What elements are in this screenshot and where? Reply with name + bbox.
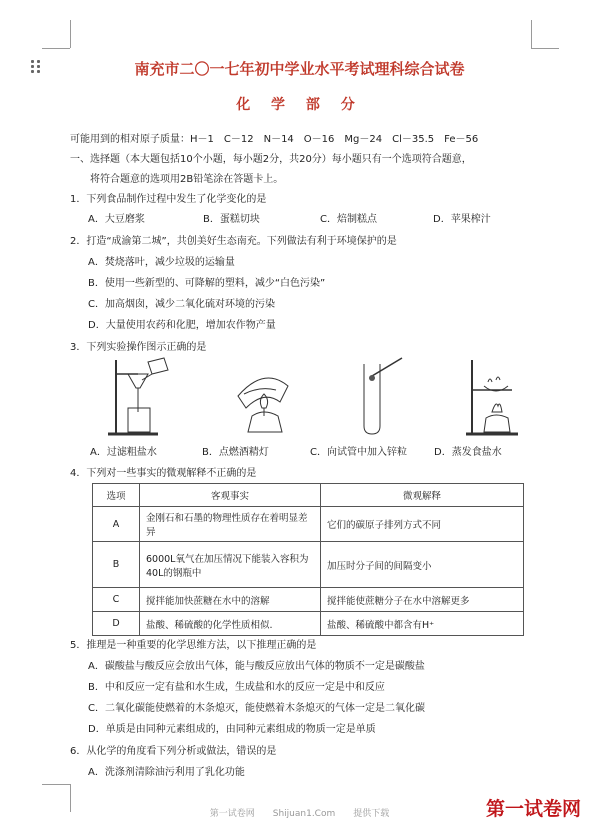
q3-option-a: A．过滤粗盐水 (90, 447, 157, 458)
evaporation-apparatus (462, 356, 552, 438)
q1-option-c: C．焙制糕点 (320, 214, 377, 225)
table-cell-option: C (93, 588, 140, 612)
crop-mark-top-left-horizontal (42, 48, 70, 49)
atomic-masses: 可能用到的相对原子质量：H－1 C－12 N－14 O－16 Mg－24 Cl－35.5 Fe－56 (70, 134, 479, 145)
q2-option-a: A．焚烧落叶，减少垃圾的运输量 (88, 257, 235, 268)
crop-mark-top-right-horizontal (531, 48, 559, 49)
page-title: 南充市二〇一七年初中学业水平考试理科综合试卷 (134, 60, 465, 78)
table-cell-fact: 搅拌能加快蔗糖在水中的溶解 (140, 588, 321, 612)
table-cell-option: A (93, 507, 140, 542)
q6-option-a: A．洗涤剂清除油污利用了乳化功能 (88, 767, 245, 778)
watermark-logo: 第一试卷网 (485, 798, 581, 820)
table-cell-option: D (93, 612, 140, 636)
test-tube-zinc (342, 356, 432, 438)
filtration-apparatus (98, 356, 188, 438)
q3-option-b: B．点燃酒精灯 (202, 447, 269, 458)
section-heading-cont: 将符合题意的选项用2B铅笔涂在答题卡上。 (90, 174, 284, 185)
q2-option-c: C．加高烟囱，减少二氧化硫对环境的污染 (88, 299, 275, 310)
table-cell-fact: 盐酸、稀硫酸的化学性质相似. (140, 612, 321, 636)
q1-stem: 1．下列食品制作过程中发生了化学变化的是 (70, 194, 267, 205)
crop-mark-top-right-vertical (531, 20, 532, 48)
table-cell-option: B (93, 542, 140, 588)
table-row (93, 542, 524, 588)
page-subtitle: 化 学 部 分 (236, 97, 363, 113)
table-cell-explain: 搅拌能使蔗糖分子在水中溶解更多 (321, 588, 524, 612)
table-cell-explain: 盐酸、稀硫酸中都含有H⁺ (321, 612, 524, 636)
table-cell-fact: 6000L氧气在加压情况下能装入容积为40L的钢瓶中 (140, 542, 321, 588)
q3-option-d: D．蒸发食盐水 (434, 447, 502, 458)
table-cell-fact: 金刚石和石墨的物理性质存在着明显差异 (140, 507, 321, 542)
q3-option-c: C．向试管中加入锌粒 (310, 447, 407, 458)
q2-stem: 2．打造“成渝第二城”，共创美好生态南充。下列做法有利于环境保护的是 (70, 236, 397, 247)
q1-option-d: D．苹果榨汁 (433, 214, 491, 225)
footer-text: 第一试卷网 Shijuan1.Com 提供下载 (209, 809, 390, 819)
q2-option-d: D．大量使用农药和化肥，增加农作物产量 (88, 320, 276, 331)
q5-option-c: C．二氧化碳能使燃着的木条熄灭，能使燃着木条熄灭的气体一定是二氧化碳 (88, 703, 425, 714)
q5-option-a: A．碳酸盐与酸反应会放出气体，能与酸反应放出气体的物质不一定是碳酸盐 (88, 661, 425, 672)
q1-option-a: A．大豆磨浆 (88, 214, 145, 225)
table-cell-explain: 加压时分子间的间隔变小 (321, 542, 524, 588)
crop-mark-bottom-left-horizontal (42, 784, 70, 785)
table-row (93, 507, 524, 542)
table-header-row (93, 484, 524, 507)
q6-stem: 6．从化学的角度看下列分析或做法，错误的是 (70, 746, 277, 757)
table-cell-explain: 它们的碳原子排列方式不同 (321, 507, 524, 542)
q2-option-b: B．使用一些新型的、可降解的塑料，减少“白色污染” (88, 278, 326, 289)
q5-option-d: D．单质是由同种元素组成的，由同种元素组成的物质一定是单质 (88, 724, 376, 735)
q5-option-b: B．中和反应一定有盐和水生成，生成盐和水的反应一定是中和反应 (88, 682, 385, 693)
q3-stem: 3．下列实验操作图示正确的是 (70, 342, 207, 353)
q1-option-b: B．蛋糕切块 (203, 214, 260, 225)
table-header-fact: 客观事实 (140, 484, 321, 507)
table-row (93, 588, 524, 612)
alcohol-lamp-lighting (224, 356, 314, 438)
q4-stem: 4．下列对一些事实的微观解释不正确的是 (70, 468, 257, 479)
q4-table (92, 483, 524, 636)
crop-mark-top-left-vertical (70, 20, 71, 48)
table-row (93, 612, 524, 636)
section-heading: 一、选择题（本大题包括10个小题，每小题2分，共20分）每小题只有一个选项符合题意， (70, 154, 472, 165)
table-header-option: 选项 (93, 484, 140, 507)
table-header-explain: 微观解释 (321, 484, 524, 507)
q5-stem: 5．推理是一种重要的化学思维方法，以下推理正确的是 (70, 640, 317, 651)
